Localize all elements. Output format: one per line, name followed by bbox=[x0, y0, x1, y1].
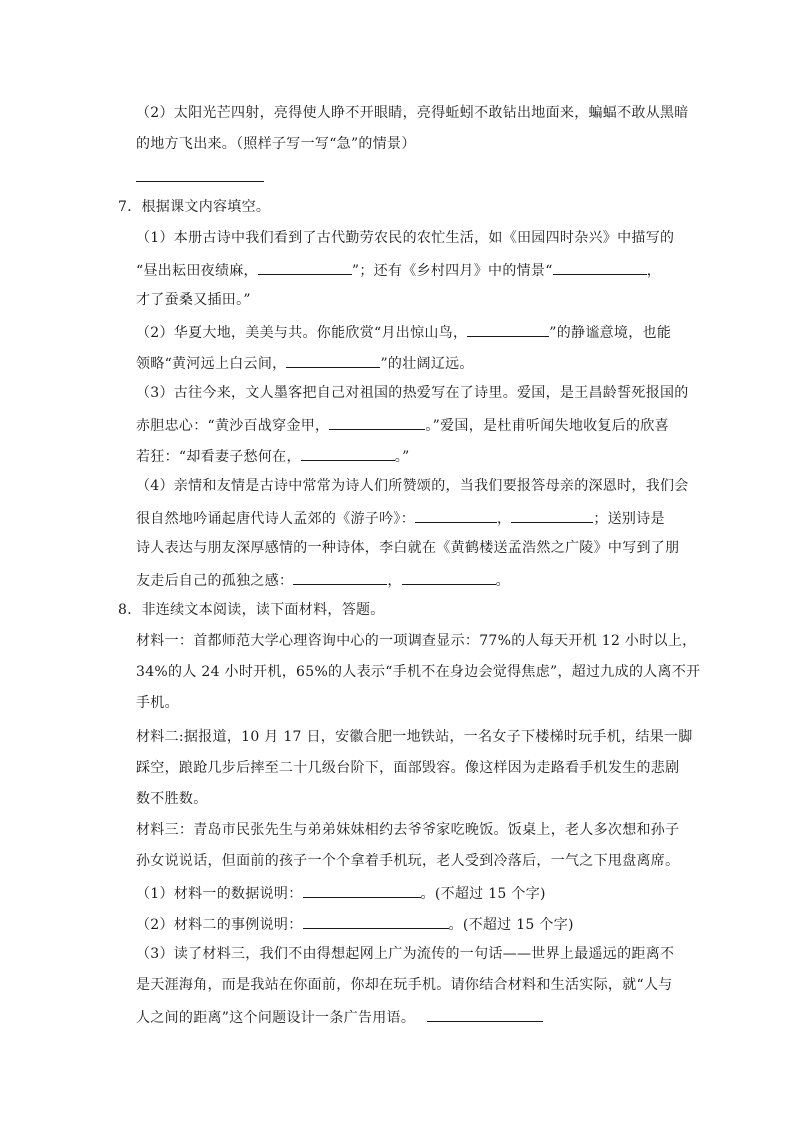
q7-p4-l4a: 友走后自己的孤独之感： bbox=[136, 573, 294, 589]
q7-p2-l1b: ”的静谧意境，也能 bbox=[549, 325, 672, 341]
q8-material2-line2: 踩空，踉跄几步后摔至二十几级台阶下，面部毁容。像这样因为走路看手机发生的悲剧 bbox=[136, 760, 680, 776]
q7-p3-l3b: 。” bbox=[394, 449, 410, 465]
answer-blank[interactable] bbox=[303, 913, 449, 929]
q7-p4-line2 bbox=[136, 507, 665, 529]
answer-blank[interactable] bbox=[329, 414, 425, 430]
answer-blank[interactable] bbox=[467, 321, 549, 337]
q7-p1-l2c: ， bbox=[646, 263, 661, 279]
answer-blank[interactable] bbox=[301, 445, 395, 461]
q7-p4-line3: 诗人表达与朋友深厚感情的一种诗体，李白就在《黄鹤楼送孟浩然之广陵》中写到了朋 bbox=[136, 540, 680, 556]
q8-sub1-limit: 。(不超过 15 个字) bbox=[420, 886, 546, 902]
q8-material1-line1: 材料一：首都师范大学心理咨询中心的一项调查显示：77%的人每天开机 12 小时以上， bbox=[136, 633, 697, 649]
q8-material2-line1: 材料二:据报道，10 月 17 日，安徽合肥一地铁站，一名女子下楼梯时玩手机，结果一脚 bbox=[136, 729, 693, 745]
answer-blank[interactable] bbox=[415, 507, 497, 523]
q8-material3-line2: 孙女说说话，但面前的孩子一个个拿着手机玩，老人受到冷落后，一气之下甩盘离席。 bbox=[136, 853, 680, 869]
answer-blank[interactable] bbox=[511, 507, 593, 523]
q7-p3-line1: （3）古往今来，文人墨客把自己对祖国的热爱写在了诗里。爱国，是王昌龄誓死报国的 bbox=[136, 385, 689, 401]
answer-blank[interactable] bbox=[286, 352, 380, 368]
q7-p1-line1: （1）本册古诗中我们看到了古代勤劳农民的农忙生活，如《田园四时杂兴》中描写的 bbox=[136, 230, 675, 246]
q7-p2-line2 bbox=[136, 352, 474, 374]
q8-sub3-line1: （3）读了材料三，我们不由得想起网上广为流传的一句话——世界上最遥远的距离不 bbox=[136, 946, 675, 962]
q7-p4-l2c: ；送别诗是 bbox=[593, 511, 665, 527]
q8-sub1 bbox=[136, 882, 546, 904]
answer-blank[interactable] bbox=[553, 259, 647, 275]
q7-p3-l2b: 。”爱国，是杜甫听闻失地收复后的欣喜 bbox=[425, 418, 669, 434]
q7-p1-l2b: ”；还有《乡村四月》中的情景“ bbox=[351, 263, 553, 279]
q7-p3-line2 bbox=[136, 414, 669, 436]
q7-p2-l1a: （2）华夏大地，美美与共。你能欣赏“月出惊山鸟， bbox=[136, 325, 468, 341]
q8-sub1-prompt: （1）材料一的数据说明： bbox=[136, 886, 303, 902]
q6-answer-blank[interactable] bbox=[136, 181, 264, 182]
q8-sub3-line3 bbox=[136, 1006, 543, 1028]
q8-sub3-l3-text: 人之间的距离”这个问题设计一条广告用语。 bbox=[136, 1010, 416, 1026]
answer-blank[interactable] bbox=[303, 882, 421, 898]
q7-p4-line1: （4）亲情和友情是古诗中常常为诗人们所赞颂的，当我们要报答母亲的深恩时，我们会 bbox=[136, 478, 689, 494]
q7-p1-line3: 才了蚕桑又插田。” bbox=[136, 292, 251, 308]
q8-material2-line3: 数不胜数。 bbox=[136, 791, 208, 807]
q7-p4-l2a: 很自然地吟诵起唐代诗人孟郊的《游子吟》： bbox=[136, 511, 415, 527]
q7-p2-l2a: 领略“黄河远上白云间， bbox=[136, 356, 287, 372]
answer-blank[interactable] bbox=[402, 569, 496, 585]
q7-p4-line4 bbox=[136, 569, 510, 591]
q6-part2-line1: （2）太阳光芒四射，亮得使人睁不开眼睛，亮得蚯蚓不敢钻出地面来，蝙蝠不敢从黑暗 bbox=[136, 105, 689, 121]
q7-p1-line2 bbox=[136, 259, 661, 281]
q8-sub2-prompt: （2）材料二的事例说明： bbox=[136, 917, 303, 933]
answer-blank[interactable] bbox=[258, 259, 352, 275]
q6-part2-line2: 的地方飞出来。（照样子写一写“急”的情景） bbox=[136, 136, 416, 152]
q7-p4-l4b: ， bbox=[387, 573, 402, 589]
q7-p3-l3a: 若狂：“却看妻子愁何在， bbox=[136, 449, 301, 465]
q8-sub2-limit: 。(不超过 15 个字) bbox=[448, 917, 574, 933]
q8-material3-line1: 材料三：青岛市民张先生与弟弟妹妹相约去爷爷家吃晚饭。饭桌上，老人多次想和孙子 bbox=[136, 822, 680, 838]
q8-material1-line2: 34%的人 24 小时开机，65%的人表示“手机不在身边会觉得焦虑”，超过九成的人离不开 bbox=[136, 664, 701, 680]
q7-p1-l2a: “昼出耘田夜绩麻， bbox=[136, 263, 258, 279]
q7-p3-l2a: 赤胆忠心：“黄沙百战穿金甲， bbox=[136, 418, 330, 434]
q7-p3-line3 bbox=[136, 445, 410, 467]
q7-p4-l2b: ， bbox=[497, 511, 512, 527]
q7-p4-l4c: 。 bbox=[495, 573, 510, 589]
answer-blank[interactable] bbox=[293, 569, 387, 585]
q7-p2-line1 bbox=[136, 321, 671, 343]
q8-material1-line3: 手机。 bbox=[136, 695, 179, 711]
q8-heading: 8．非连续文本阅读，读下面材料，答题。 bbox=[118, 602, 385, 618]
answer-blank[interactable] bbox=[427, 1006, 543, 1022]
q7-p2-l2b: ”的壮阔辽远。 bbox=[380, 356, 474, 372]
q7-heading: 7．根据课文内容填空。 bbox=[118, 199, 271, 215]
q8-sub3-line2: 是天涯海角，而是我站在你面前，你却在玩手机。请你结合材料和生活实际，就“人与 bbox=[136, 977, 673, 993]
q8-sub2 bbox=[136, 913, 574, 935]
